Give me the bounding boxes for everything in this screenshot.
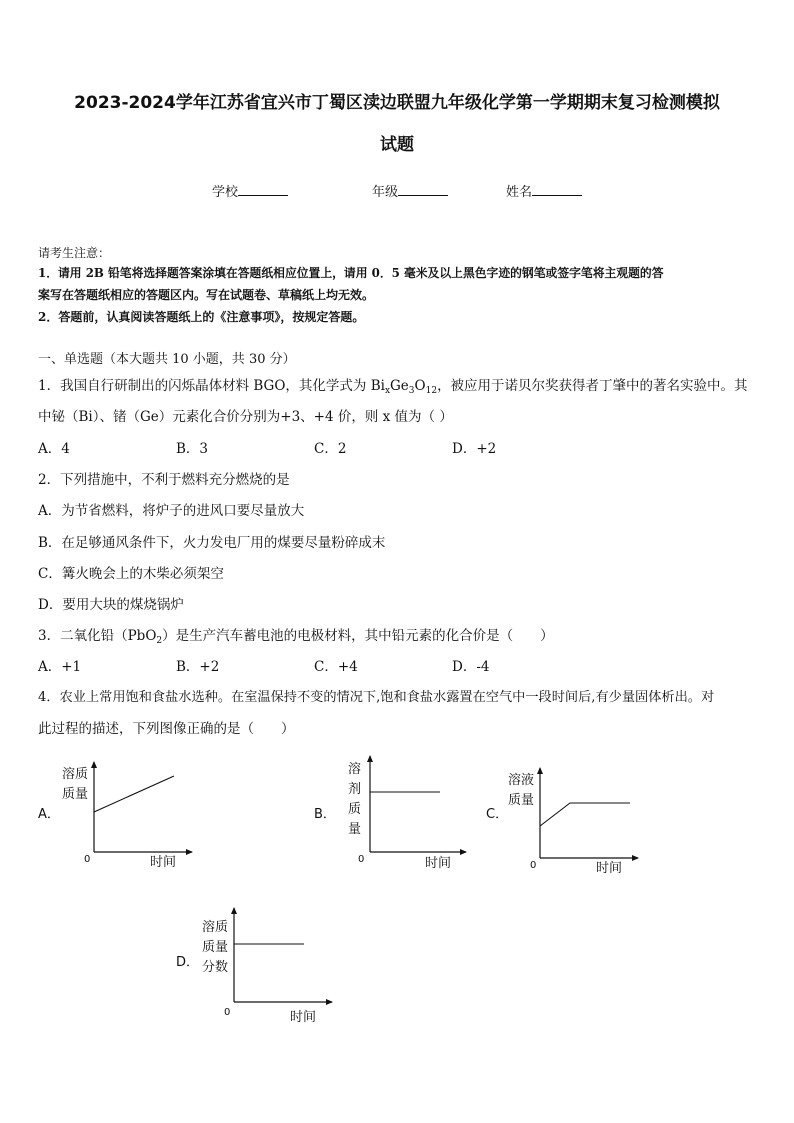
q1-ge: Ge xyxy=(390,378,409,394)
exam-title-line2: 试题 xyxy=(380,135,414,155)
graph-c-xlabel: 时间 xyxy=(596,861,623,876)
q3-option-a: A．+1 xyxy=(38,659,82,675)
q2-option-c: C．篝火晚会上的木柴必须架空 xyxy=(38,566,224,582)
q3-text-post: ）是生产汽车蓄电池的电极材料，其中铅元素的化合价是（ ） xyxy=(162,628,554,644)
graph-d-ylabel-1: 溶质 xyxy=(202,920,229,935)
school-label: 学校 xyxy=(212,185,239,200)
q1-sub-x: x xyxy=(384,386,391,396)
graph-c xyxy=(486,768,638,876)
graph-c-label: C． xyxy=(486,807,509,822)
q1-stem-line2: 中铋（Bi）、锗（Ge）元素化合价分别为+3、+4 价，则 x 值为（ ） xyxy=(38,409,453,425)
graph-a-origin: 0 xyxy=(84,854,91,865)
notice-item-2: 2．答题前，认真阅读答题纸上的《注意事项》，按规定答题。 xyxy=(38,310,365,324)
q2-option-d: D．要用大块的煤烧锅炉 xyxy=(38,597,184,613)
q3-option-d: D．-4 xyxy=(452,659,490,675)
q1-option-c: C．2 xyxy=(314,441,347,457)
q1-text-post: ，被应用于诺贝尔奖获得者丁肇中的著名实验中。其 xyxy=(437,378,748,394)
graph-d-xlabel: 时间 xyxy=(290,1010,317,1025)
notice-item-1b: 案写在答题纸相应的答题区内。写在试题卷、草稿纸上均无效。 xyxy=(38,288,375,302)
graph-a-xlabel: 时间 xyxy=(150,855,177,870)
graph-b-label: B． xyxy=(314,807,336,822)
graph-c-origin: 0 xyxy=(530,860,537,871)
q1-sub-12: 12 xyxy=(425,386,438,396)
graph-b-ylabel-3: 质 xyxy=(348,802,362,817)
graph-c-ylabel-1: 溶液 xyxy=(508,773,535,788)
section-heading: 一、单选题（本大题共 10 小题，共 30 分） xyxy=(38,352,296,367)
q4-stem-line2: 此过程的描述，下列图像正确的是（ ） xyxy=(38,721,295,737)
q2-stem: 2．下列措施中，不利于燃料充分燃烧的是 xyxy=(38,472,290,488)
grade-label: 年级 xyxy=(372,185,399,200)
q3-option-b: B．+2 xyxy=(176,659,220,675)
q2-option-b: B．在足够通风条件下，火力发电厂用的煤要尽量粉碎成末 xyxy=(38,535,386,551)
graph-b-ylabel-2: 剂 xyxy=(348,782,362,797)
graph-d xyxy=(176,908,332,1025)
q1-o: O xyxy=(414,378,426,394)
name-label: 姓名 xyxy=(506,185,533,200)
q1-sub-3: 3 xyxy=(408,386,415,396)
graph-b xyxy=(314,756,466,871)
graph-b-origin: 0 xyxy=(358,854,365,865)
q2-option-a: A．为节省燃料，将炉子的进风口要尽量放大 xyxy=(38,503,305,519)
q3-option-c: C．+4 xyxy=(314,659,358,675)
graph-a xyxy=(38,762,192,870)
graph-d-ylabel-2: 质量 xyxy=(202,940,229,955)
graph-d-ylabel-3: 分数 xyxy=(202,960,229,975)
graph-b-ylabel-1: 溶 xyxy=(348,762,362,777)
q1-option-b: B．3 xyxy=(176,441,209,457)
graph-c-ylabel-2: 质量 xyxy=(508,793,535,808)
q1-option-d: D．+2 xyxy=(452,441,497,457)
q4-stem-line1: 4．农业上常用饱和食盐水选种。在室温保持不变的情况下,饱和食盐水露置在空气中一段时间后,有少量固体析出。对 xyxy=(38,690,715,705)
exam-title-line1: 2023-2024学年江苏省宜兴市丁蜀区渎边联盟九年级化学第一学期期末复习检测模拟 xyxy=(74,93,720,113)
q3-text-pre: 3．二氧化铅（PbO xyxy=(38,628,157,644)
graph-d-origin: 0 xyxy=(224,1007,231,1018)
graph-a-label: A． xyxy=(38,807,60,822)
notice-heading: 请考生注意： xyxy=(38,246,111,260)
q1-text-pre: 1．我国自行研制出的闪烁晶体材料 BGO，其化学式为 Bi xyxy=(38,378,385,394)
graph-a-ylabel-1: 溶质 xyxy=(62,767,89,782)
graph-b-xlabel: 时间 xyxy=(425,856,452,871)
q3-sub-2: 2 xyxy=(156,636,163,646)
graph-c-curve xyxy=(540,803,630,826)
q1-option-a: A．4 xyxy=(38,441,70,457)
notice-item-1a: 1．请用 2B 铅笔将选择题答案涂填在答题纸相应位置上，请用 0．5 毫米及以上黑色字迹的钢笔或签字笔将主观题的答 xyxy=(38,266,664,280)
graph-b-ylabel-4: 量 xyxy=(348,822,362,837)
graph-d-label: D． xyxy=(176,955,200,970)
graph-a-curve xyxy=(94,776,174,812)
graph-a-ylabel-2: 质量 xyxy=(62,787,89,802)
